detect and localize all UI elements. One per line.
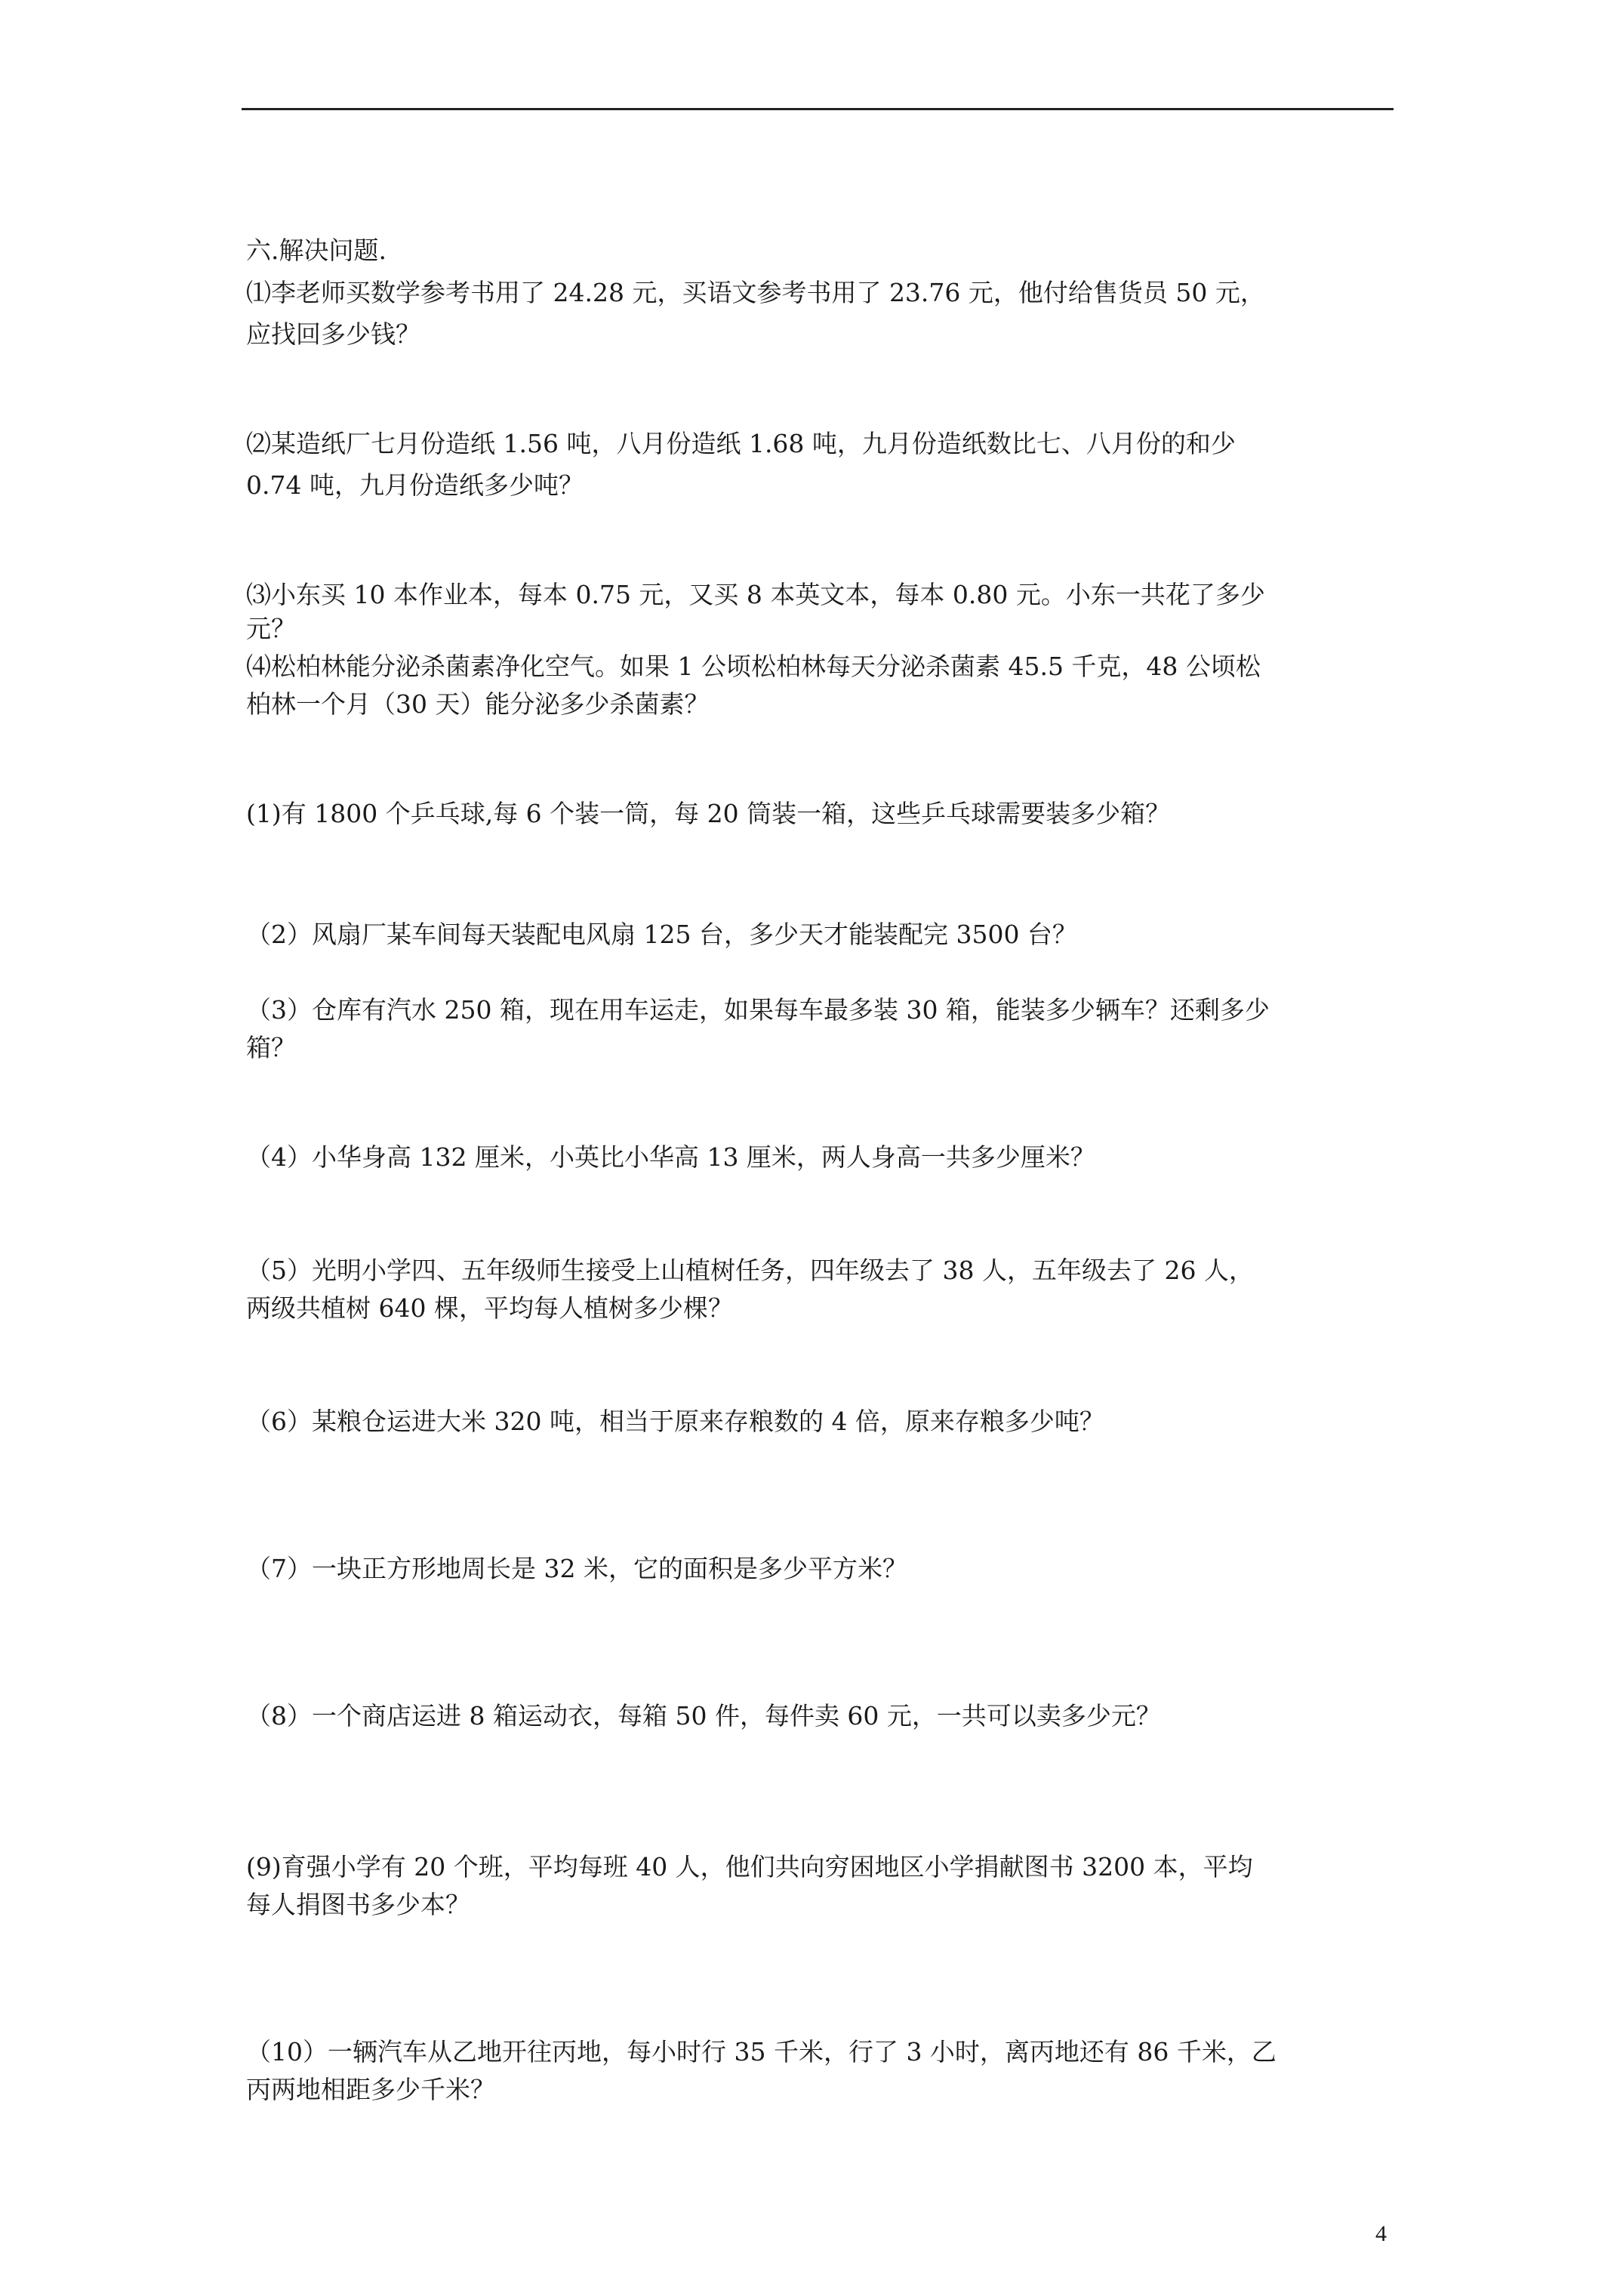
problem-a2-line1: ⑵某造纸厂七月份造纸 1.56 吨，八月份造纸 1.68 吨，九月份造纸数比七、八月份的和少: [246, 429, 1236, 458]
section-heading: 六.解决问题.: [246, 236, 387, 265]
problem-a3-line2: 元？: [246, 614, 296, 643]
problem-b4-line1: （4）小华身高 132 厘米，小英比小华高 13 厘米，两人身高一共多少厘米？: [246, 1142, 1095, 1172]
problem-b5-line2: 两级共植树 640 棵，平均每人植树多少棵？: [246, 1293, 733, 1323]
problem-b5-line1: （5）光明小学四、五年级师生接受上山植树任务，四年级去了 38 人，五年级去了 26 人，: [246, 1256, 1254, 1285]
problem-a4-line1: ⑷松柏林能分泌杀菌素净化空气。如果 1 公顷松柏林每天分泌杀菌素 45.5 千克，48 公顷松: [246, 652, 1261, 681]
problem-a3-line1: ⑶小东买 10 本作业本，每本 0.75 元，又买 8 本英文本，每本 0.80 元。小东一共花了多少: [246, 580, 1265, 609]
problem-b9-line2: 每人捐图书多少本？: [246, 1890, 470, 1919]
problem-b6-line1: （6）某粮仓运进大米 320 吨，相当于原来存粮数的 4 倍，原来存粮多少吨？: [246, 1407, 1104, 1436]
problem-a2-line2: 0.74 吨，九月份造纸多少吨？: [246, 470, 584, 500]
problem-b1-line1: (1)有 1800 个乒乓球,每 6 个装一筒，每 20 筒装一箱，这些乒乓球需要装多少箱？: [246, 799, 1171, 828]
problem-b8-line1: （8）一个商店运进 8 箱运动衣，每箱 50 件，每件卖 60 元，一共可以卖多少元？: [246, 1701, 1161, 1730]
problem-b9-line1: (9)育强小学有 20 个班，平均每班 40 人，他们共向穷困地区小学捐献图书 3200 本，平均: [246, 1852, 1253, 1881]
problem-a1-line2: 应找回多少钱？: [246, 319, 420, 349]
problem-a4-line2: 柏林一个月（30 天）能分泌多少杀菌素？: [246, 689, 710, 719]
problem-b3-line2: 箱？: [246, 1033, 296, 1062]
problem-b10-line1: （10）一辆汽车从乙地开往丙地，每小时行 35 千米，行了 3 小时，离丙地还有 86 千米，乙: [246, 2037, 1277, 2066]
problem-b7-line1: （7）一块正方形地周长是 32 米，它的面积是多少平方米？: [246, 1554, 907, 1583]
problem-b3-line1: （3）仓库有汽水 250 箱，现在用车运走，如果每车最多装 30 箱，能装多少辆车？还剩多少: [246, 995, 1270, 1025]
problem-b10-line2: 丙两地相距多少千米？: [246, 2075, 495, 2104]
problem-b2-line1: （2）风扇厂某车间每天装配电风扇 125 台，多少天才能装配完 3500 台？: [246, 920, 1077, 949]
page-number: 4: [1375, 2221, 1387, 2246]
header-rule: [242, 108, 1394, 110]
problem-a1-line1: ⑴李老师买数学参考书用了 24.28 元，买语文参考书用了 23.76 元，他付给售货员 50 元，: [246, 278, 1265, 307]
